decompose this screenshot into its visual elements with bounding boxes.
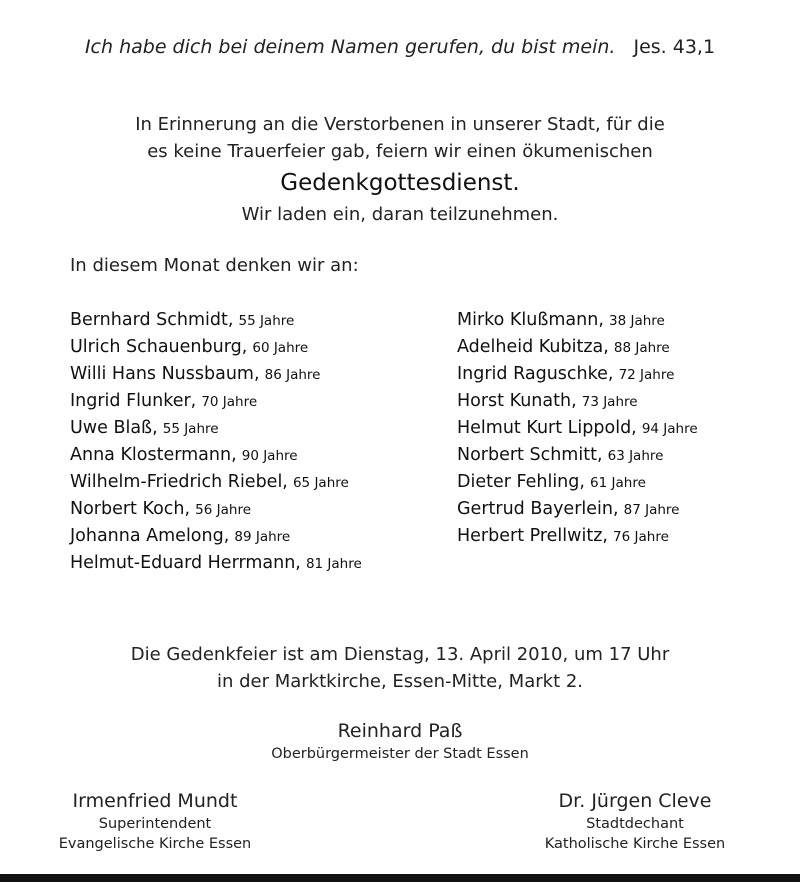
intro-line: In Erinnerung an die Verstorbenen in unserer Stadt, für die	[135, 114, 665, 135]
deceased-age: 76 Jahre	[613, 529, 669, 545]
name-entry	[457, 360, 698, 387]
signatory-organization: Evangelische Kirche Essen	[58, 836, 252, 852]
name-entry	[70, 306, 362, 333]
name-entry	[457, 414, 698, 441]
deceased-age: 55 Jahre	[162, 421, 219, 437]
deceased-name: Wilhelm-Friedrich Riebel,	[70, 472, 288, 492]
name-entry	[70, 441, 362, 468]
name-entry	[457, 387, 698, 414]
signature-mayor	[0, 718, 800, 764]
signatory-name: Dr. Jürgen Cleve	[558, 790, 712, 812]
deceased-name: Helmut-Eduard Herrmann,	[70, 553, 301, 573]
deceased-name: Mirko Klußmann,	[457, 310, 604, 330]
signatory-organization: Katholische Kirche Essen	[544, 836, 726, 852]
name-entry	[70, 360, 362, 387]
signatory-name: Reinhard Paß	[337, 720, 463, 742]
deceased-name: Herbert Prellwitz,	[457, 526, 608, 546]
deceased-age: 87 Jahre	[623, 502, 680, 518]
signatory-name: Irmenfried Mundt	[72, 790, 238, 812]
name-entry	[457, 495, 698, 522]
deceased-age: 63 Jahre	[607, 448, 664, 464]
deceased-age: 86 Jahre	[264, 367, 321, 383]
month-intro: In diesem Monat denken wir an:	[70, 255, 359, 276]
event-line: in der Marktkirche, Essen-Mitte, Markt 2.	[216, 671, 584, 692]
quote-reference: Jes. 43,1	[633, 36, 716, 58]
deceased-name: Johanna Amelong,	[70, 526, 230, 546]
name-entry	[457, 441, 698, 468]
name-entry	[70, 495, 362, 522]
deceased-name: Willi Hans Nussbaum,	[70, 364, 260, 384]
deceased-name: Dieter Fehling,	[457, 472, 585, 492]
name-entry	[70, 522, 362, 549]
deceased-age: 90 Jahre	[241, 448, 298, 464]
deceased-age: 38 Jahre	[609, 313, 665, 329]
intro-line: es keine Trauerfeier gab, feiern wir einen ökumenischen	[147, 141, 653, 162]
deceased-age: 60 Jahre	[252, 340, 309, 356]
name-entry	[70, 333, 362, 360]
deceased-name: Helmut Kurt Lippold,	[457, 418, 637, 438]
deceased-name: Norbert Schmitt,	[457, 445, 603, 465]
deceased-age: 65 Jahre	[292, 475, 349, 491]
deceased-name: Uwe Blaß,	[70, 418, 158, 438]
name-entry	[70, 468, 362, 495]
deceased-age: 89 Jahre	[234, 529, 291, 545]
deceased-age: 56 Jahre	[195, 502, 252, 518]
deceased-age: 94 Jahre	[641, 421, 698, 437]
deceased-name: Ulrich Schauenburg,	[70, 337, 248, 357]
deceased-age: 81 Jahre	[305, 556, 362, 572]
names-column-left	[70, 306, 362, 576]
deceased-name: Anna Klostermann,	[70, 445, 237, 465]
deceased-name: Horst Kunath,	[457, 391, 577, 411]
name-entry	[70, 414, 362, 441]
signature-catholic	[535, 788, 735, 854]
deceased-age: 72 Jahre	[618, 367, 675, 383]
name-entry	[457, 468, 698, 495]
invitation-text: Wir laden ein, daran teilzunehmen.	[241, 204, 559, 225]
intro-text	[0, 111, 800, 165]
name-entry	[457, 333, 698, 360]
signature-protestant	[55, 788, 255, 854]
signatory-role: Stadtdechant	[586, 816, 684, 832]
names-column-right	[457, 306, 698, 549]
deceased-age: 61 Jahre	[590, 475, 646, 491]
headline: Gedenkgottesdienst.	[280, 170, 520, 196]
quote-text: Ich habe dich bei deinem Namen gerufen, du bist mein.	[84, 36, 616, 58]
name-entry	[70, 549, 362, 576]
name-entry	[457, 306, 698, 333]
deceased-age: 55 Jahre	[238, 313, 295, 329]
deceased-name: Norbert Koch,	[70, 499, 191, 519]
signatory-role: Oberbürgermeister der Stadt Essen	[271, 746, 529, 762]
bible-quote	[0, 36, 800, 58]
deceased-age: 88 Jahre	[613, 340, 670, 356]
deceased-age: 70 Jahre	[201, 394, 258, 410]
name-entry	[70, 387, 362, 414]
signatory-role: Superintendent	[98, 816, 212, 832]
deceased-name: Ingrid Raguschke,	[457, 364, 614, 384]
deceased-age: 73 Jahre	[581, 394, 638, 410]
name-entry	[457, 522, 698, 549]
deceased-name: Gertrud Bayerlein,	[457, 499, 619, 519]
event-line: Die Gedenkfeier ist am Dienstag, 13. April 2010, um 17 Uhr	[130, 644, 670, 665]
deceased-name: Bernhard Schmidt,	[70, 310, 234, 330]
deceased-name: Adelheid Kubitza,	[457, 337, 609, 357]
deceased-name: Ingrid Flunker,	[70, 391, 197, 411]
event-details	[0, 641, 800, 695]
